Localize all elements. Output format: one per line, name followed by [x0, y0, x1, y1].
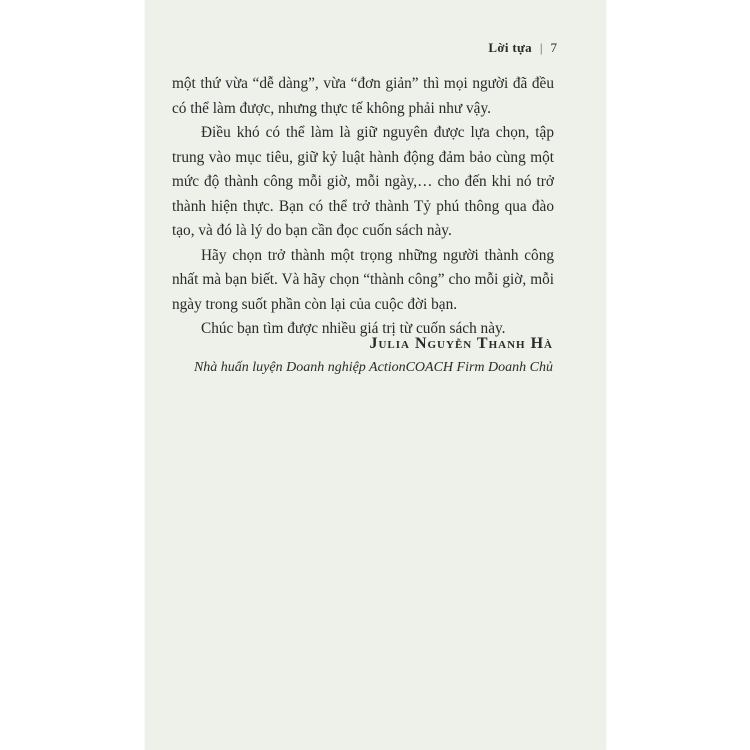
paragraph-continued: một thứ vừa “dễ dàng”, vừa “đơn giản” thì mọi người đã đều có thể làm được, nhưng thực tế không phải như vậy. [172, 75, 554, 117]
running-head [488, 40, 557, 56]
paragraph: Điều khó có thể làm là giữ nguyên được lựa chọn, tập trung vào mục tiêu, giữ kỷ luật hành động đảm bảo cùng một mức độ thành công mỗi giờ, mỗi ngày,… cho đến khi nó trở thành hiện thực. Bạn có thể trở thành Tỷ phú thông qua đào tạo, và đó là lý do bạn cần đọc cuốn sách này. [172, 124, 554, 239]
paragraph: Hãy chọn trở thành một trọng những người thành công nhất mà bạn biết. Và hãy chọn “thành công” cho mỗi giờ, mỗi ngày trong suốt phần còn lại của cuộc đời bạn. [172, 246, 554, 313]
body-text [172, 72, 554, 342]
header-separator: | [539, 40, 543, 55]
book-page [145, 0, 606, 750]
page-number: 7 [550, 40, 557, 55]
paragraph: Chúc bạn tìm được nhiều giá trị từ cuốn sách này. [201, 320, 506, 337]
signature-block [194, 333, 553, 379]
section-title: Lời tựa [488, 40, 532, 55]
author-name: Julia Nguyễn Thanh Hà [369, 335, 553, 352]
author-role: Nhà huấn luyện Doanh nghiệp ActionCOACH Firm Doanh Chủ [193, 360, 553, 375]
